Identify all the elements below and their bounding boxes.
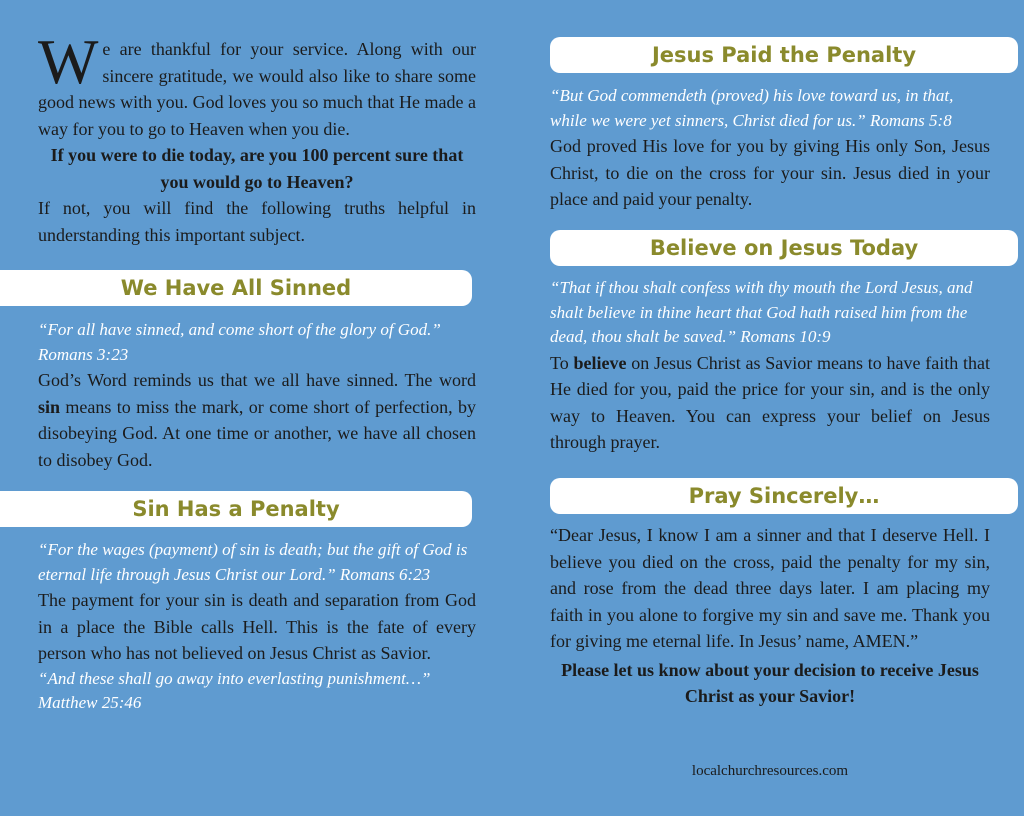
section-header-sinned bbox=[0, 270, 472, 306]
section-title-paid: Jesus Paid the Penalty bbox=[651, 43, 917, 67]
believe-text-1: To bbox=[550, 352, 574, 373]
section-title-believe: Believe on Jesus Today bbox=[649, 236, 919, 260]
believe-text-2: on Jesus Christ as Savior means to have faith that He died for you, paid the price for your sin, and is the only way to Heaven. You can express your belief on Jesus through prayer. bbox=[550, 352, 990, 452]
section-paid-body bbox=[550, 84, 990, 213]
quote-romans-5-8: “But God commendeth (proved) his love toward us, in that, while we were yet sinners, Christ died for us.” Romans 5:8 bbox=[550, 86, 954, 130]
quote-romans-3-23: “For all have sinned, and come short of the glory of God.” Romans 3:23 bbox=[38, 320, 441, 364]
believe-bold-word: believe bbox=[573, 352, 627, 373]
section-sinned-body bbox=[38, 318, 476, 473]
section-title-penalty: Sin Has a Penalty bbox=[132, 497, 340, 521]
quote-romans-6-23: “For the wages (payment) of sin is death; but the gift of God is eternal life through Jesus Christ our Lord.” Romans 6:23 bbox=[38, 540, 468, 584]
paid-paragraph: God proved His love for you by giving His only Son, Jesus Christ, to die on the cross for your sin. Jesus died in your place and paid your penalty. bbox=[550, 136, 990, 209]
section-header-believe bbox=[550, 230, 1018, 266]
quote-matthew-25-46: “And these shall go away into everlasting punishment…” Matthew 25:46 bbox=[38, 668, 431, 712]
footer-url: localchurchresources.com bbox=[691, 763, 849, 779]
intro-paragraph bbox=[38, 26, 476, 142]
sinned-text-1: God’s Word reminds us that we all have sinned. The word bbox=[38, 370, 476, 390]
intro-block bbox=[38, 26, 476, 248]
penalty-paragraph: The payment for your sin is death and separation from God in a place the Bible calls Hell. This is the fate of every person who has not believed on Jesus Christ as Savior. bbox=[38, 590, 476, 663]
section-believe-body bbox=[550, 276, 990, 456]
section-header-penalty bbox=[0, 491, 472, 527]
intro-text: e are thankful for your service. Along with our sincere gratitude, we would also like to share some good news with you. God loves you so much that He made a way for you to go to Heaven when you die. bbox=[38, 39, 476, 139]
intro-followup: If not, you will find the following truths helpful in understanding this important subject. bbox=[38, 198, 476, 245]
section-header-pray bbox=[550, 478, 1018, 514]
section-header-paid bbox=[550, 37, 1018, 73]
section-penalty-body bbox=[38, 538, 476, 716]
closing-call-to-action: Please let us know about your decision to receive Jesus Christ as your Savior! bbox=[561, 659, 979, 706]
sinned-bold-word: sin bbox=[38, 396, 61, 417]
prayer-paragraph: “Dear Jesus, I know I am a sinner and that I deserve Hell. I believe you died on the cross, paid the penalty for my sin, and rose from the dead three days later. I am placing my faith in you alone to forgive my sin and save me. Thank you for giving me eternal life. In Jesus’ name, AMEN.” bbox=[550, 525, 990, 651]
intro-question: If you were to die today, are you 100 percent sure that you would go to Heaven? bbox=[50, 145, 464, 192]
quote-romans-10-9: “That if thou shalt confess with thy mouth the Lord Jesus, and shalt believe in thine heart that God hath raised him from the dead, thou shalt be saved.” Romans 10:9 bbox=[550, 278, 973, 346]
believe-paragraph bbox=[550, 350, 990, 456]
drop-cap: W bbox=[38, 26, 99, 97]
section-title-pray: Pray Sincerely… bbox=[688, 484, 880, 508]
sinned-paragraph bbox=[38, 367, 476, 473]
section-title-sinned: We Have All Sinned bbox=[120, 276, 352, 300]
sinned-text-2: means to miss the mark, or come short of perfection, by disobeying God. At one time or another, we have all chosen to disobey God. bbox=[38, 396, 476, 470]
section-pray-body bbox=[550, 522, 990, 710]
